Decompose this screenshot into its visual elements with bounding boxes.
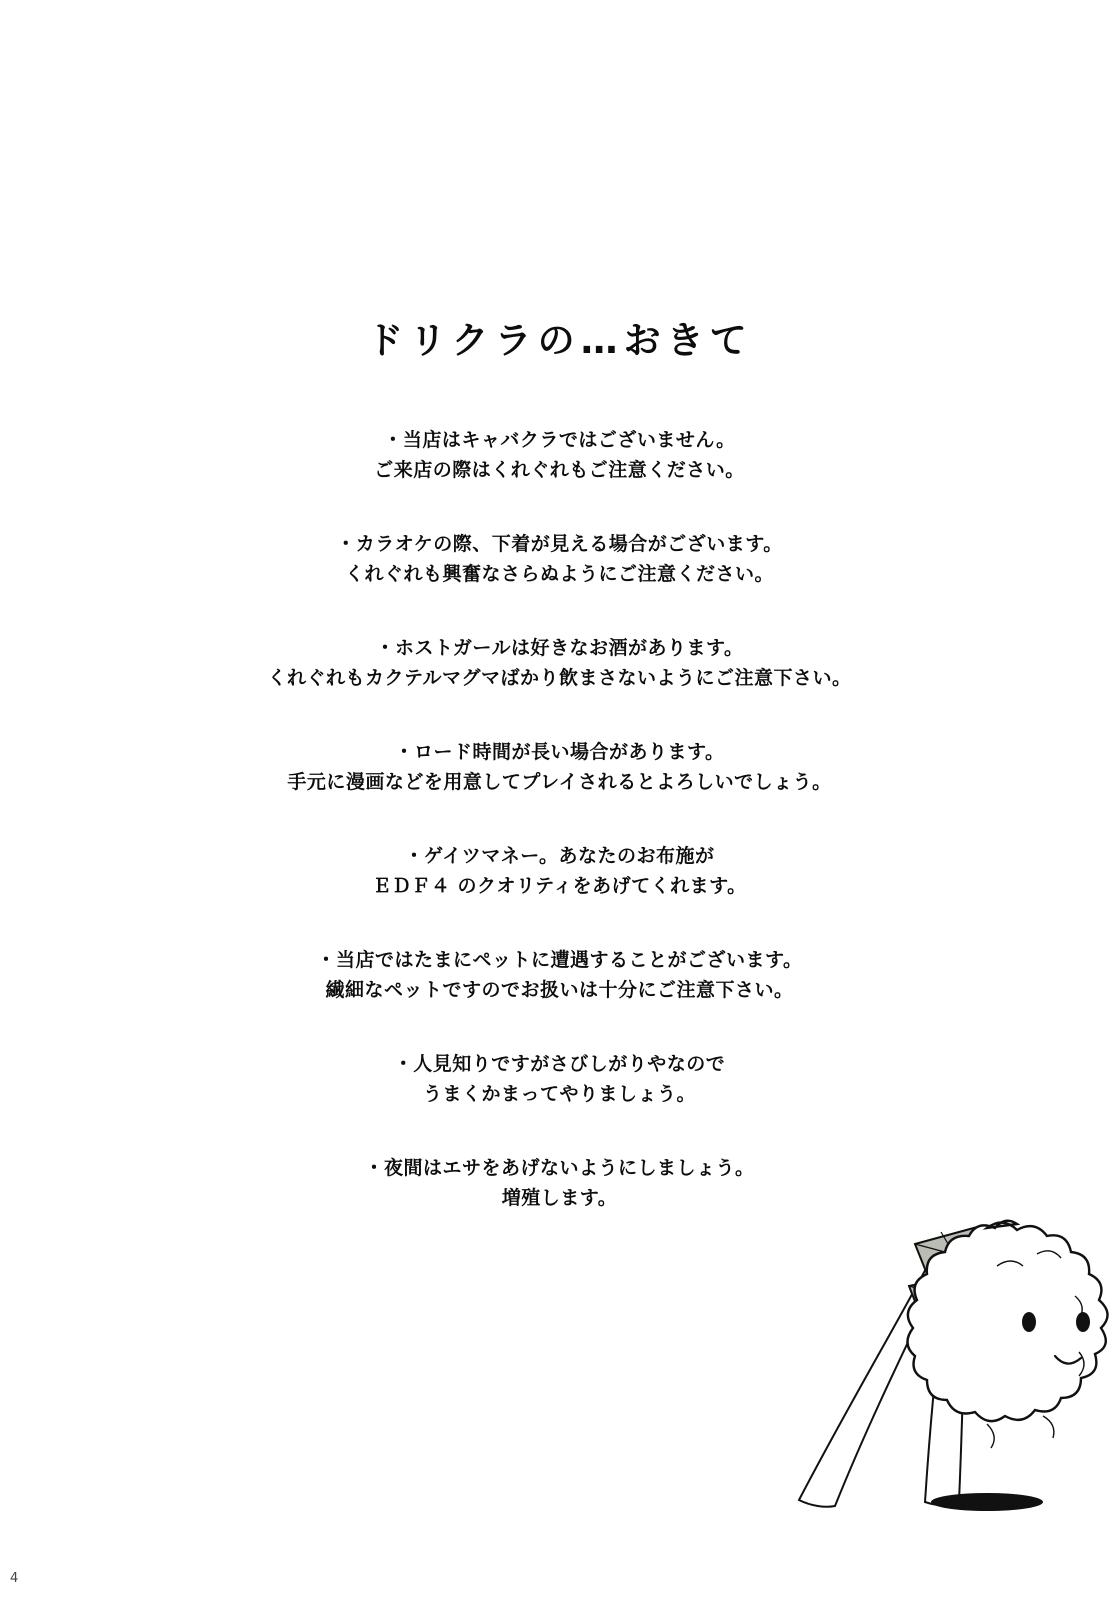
rule-line: くれぐれもカクテルマグマばかり飲まさないようにご注意下さい。 bbox=[267, 667, 852, 689]
rule-line: ・ホストガールは好きなお酒があります。 bbox=[375, 637, 744, 659]
rules-list bbox=[0, 425, 1119, 1257]
rule-line: ＥＤＦ４ のクオリティをあげてくれます。 bbox=[372, 875, 747, 897]
rule-line: ・ゲイツマネー。あなたのお布施が bbox=[404, 845, 715, 867]
rule-item bbox=[0, 841, 1119, 901]
rule-line: ・カラオケの際、下着が見える場合がございます。 bbox=[336, 533, 783, 555]
fluffy-creature-illustration bbox=[791, 1210, 1111, 1540]
rule-item bbox=[0, 1049, 1119, 1109]
rule-line: うまくかまってやりましょう。 bbox=[422, 1083, 696, 1105]
page-title: ドリクラの…おきて bbox=[366, 319, 753, 362]
rule-line: ・夜間はエサをあげないようにしましょう。 bbox=[364, 1157, 755, 1179]
rule-item bbox=[0, 1153, 1119, 1213]
rule-line: 増殖します。 bbox=[501, 1187, 618, 1209]
rule-line: ・ロード時間が長い場合があります。 bbox=[394, 741, 725, 763]
rule-line: ご来店の際はくれぐれもご注意ください。 bbox=[374, 459, 745, 481]
rule-item bbox=[0, 945, 1119, 1005]
rule-line: くれぐれも興奮なさらぬようにご注意ください。 bbox=[344, 563, 774, 585]
rule-line: 繊細なペットですのでお扱いは十分にご注意下さい。 bbox=[325, 979, 794, 1001]
rule-item bbox=[0, 529, 1119, 589]
rule-line: ・人見知りですがさびしがりやなので bbox=[393, 1053, 726, 1075]
rule-item bbox=[0, 425, 1119, 485]
rule-item bbox=[0, 737, 1119, 797]
page-number: 4 bbox=[10, 1571, 19, 1586]
rule-line: ・当店はキャバクラではございません。 bbox=[383, 429, 736, 451]
rule-item bbox=[0, 633, 1119, 693]
rule-line: 手元に漫画などを用意してプレイされるとよろしいでしょう。 bbox=[287, 771, 832, 793]
rule-line: ・当店ではたまにペットに遭遇することがございます。 bbox=[316, 949, 803, 971]
